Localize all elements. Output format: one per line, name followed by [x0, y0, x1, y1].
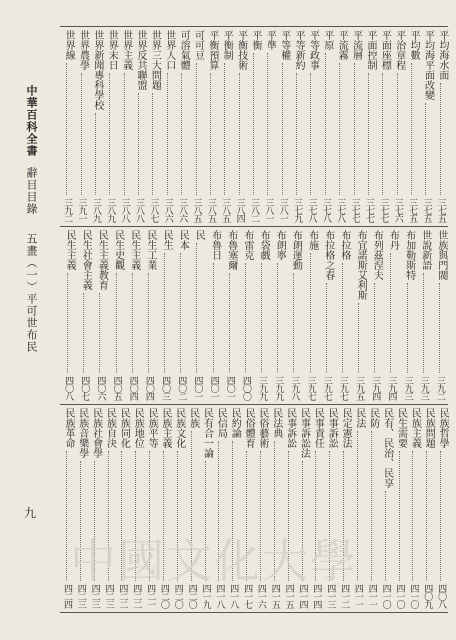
index-entry: [271, 230, 285, 400]
index-entry: [110, 230, 124, 400]
leader-dots: [368, 73, 370, 195]
entry-term: 民事訴訟: [326, 408, 338, 448]
index-entry: [132, 30, 146, 222]
entry-page: 三八八: [119, 198, 130, 222]
entry-page: 三九七: [321, 376, 332, 400]
entry-term: 民生史觀: [112, 230, 124, 270]
entry-page: 三七五: [407, 198, 418, 222]
entry-term: 民法: [353, 408, 365, 428]
index-entry: [419, 30, 433, 222]
leader-dots: [99, 293, 101, 373]
leader-dots: [152, 93, 154, 195]
index-band-2: [60, 230, 448, 400]
entry-term: 平流霧: [336, 30, 348, 60]
entry-page: 三九五: [354, 376, 365, 400]
leader-dots: [423, 273, 425, 373]
entry-page: 四一七: [242, 584, 253, 608]
leader-dots: [109, 73, 111, 195]
index-entry: [190, 230, 204, 400]
leader-dots: [390, 253, 392, 373]
leader-dots: [440, 451, 442, 581]
index-entry: [61, 230, 75, 400]
entry-term: 布丹: [387, 230, 399, 250]
entry-term: 布雷克: [241, 230, 253, 260]
entry-page: 四〇八: [63, 376, 74, 400]
leader-dots: [371, 431, 373, 581]
entry-term: 世界新聞專科學校: [91, 30, 103, 110]
entry-page: 三七六: [392, 198, 403, 222]
entry-page: 四〇八: [436, 584, 447, 608]
entry-page: 三八八: [134, 198, 145, 222]
index-entry: [376, 30, 390, 222]
leader-dots: [440, 83, 442, 195]
entry-term: 民生主義: [128, 230, 140, 270]
leader-dots: [210, 73, 212, 195]
entry-term: 民族主義: [409, 408, 421, 448]
entry-page: 四二〇: [186, 584, 197, 608]
entry-page: 四〇四: [127, 376, 138, 400]
entry-page: 三八二: [249, 198, 259, 222]
index-entry: [207, 230, 221, 400]
index-entry: [103, 30, 117, 222]
leader-dots: [293, 273, 295, 373]
entry-page: 四一五: [269, 584, 280, 608]
index-entry: [174, 230, 188, 400]
entry-term: 民法典: [270, 408, 282, 438]
entry-term: 民防: [367, 408, 379, 428]
entry-term: 世界末日: [106, 30, 118, 70]
entry-term: 可溶氣體: [178, 30, 190, 70]
entry-page: 三七五: [421, 198, 432, 222]
leader-dots: [397, 73, 399, 195]
index-entry: [384, 230, 398, 400]
entry-term: 民生工業: [144, 230, 156, 270]
leader-dots: [426, 451, 428, 581]
entry-term: 民族地位: [132, 408, 144, 448]
entry-term: 布拉格: [338, 230, 350, 260]
leader-dots: [399, 451, 401, 581]
entry-term: 民族社會學: [90, 408, 102, 458]
entry-page: 四二二: [117, 584, 128, 608]
entry-page: 三九九: [257, 376, 268, 400]
entry-term: 布拉格之春: [322, 230, 334, 280]
leader-dots: [325, 53, 327, 195]
index-entry: [146, 30, 160, 222]
entry-page: 四〇一: [208, 376, 219, 400]
entry-page: 三九四: [386, 376, 397, 400]
entry-term: 布施: [306, 230, 318, 250]
leader-dots: [282, 63, 284, 195]
leader-dots: [245, 263, 247, 373]
entry-term: 民族音樂學: [76, 408, 88, 458]
band-divider-1: [60, 226, 448, 227]
entry-term: 民俗藝術: [256, 408, 268, 448]
leader-dots: [148, 273, 150, 373]
entry-term: 平等權: [278, 30, 290, 60]
entry-term: 民族平等: [146, 408, 158, 448]
leader-dots: [180, 253, 182, 373]
entry-page: 三九九: [273, 376, 284, 400]
leader-dots: [167, 73, 169, 195]
entry-term: 平均數: [408, 30, 420, 60]
entry-page: 三七九: [292, 198, 303, 222]
index-entry: [434, 408, 448, 608]
entry-page: 四〇六: [95, 376, 106, 400]
leader-dots: [358, 303, 360, 373]
entry-page: 三九一: [76, 198, 87, 222]
index-entry: [401, 230, 415, 400]
entry-term: 民有、民治、民享: [381, 408, 393, 488]
leader-dots: [116, 273, 118, 373]
entry-page: 四〇〇: [240, 376, 251, 400]
index-entry: [77, 230, 91, 400]
entry-term: 平面控制: [364, 30, 376, 70]
index-entry: [255, 230, 269, 400]
entry-page: 四〇九: [422, 584, 433, 608]
entry-page: 四二四: [61, 584, 72, 608]
index-entry: [218, 30, 232, 222]
entry-term: 世界反共聯盟: [135, 30, 147, 90]
entry-term: 平流層: [350, 30, 362, 60]
book-title: 中華百科全書: [25, 85, 38, 157]
entry-term: 可可豆: [192, 30, 204, 60]
entry-term: 布朗運動: [290, 230, 302, 270]
index-entry: [304, 230, 318, 400]
entry-term: 平等新約: [293, 30, 305, 70]
entry-term: 布朗寧: [274, 230, 286, 260]
leader-dots: [67, 273, 69, 373]
entry-page: 四一〇: [408, 584, 419, 608]
index-entry: [304, 30, 318, 222]
entry-page: 四二〇: [158, 584, 169, 608]
leader-dots: [66, 63, 68, 195]
index-entry: [391, 30, 405, 222]
leader-dots: [132, 273, 134, 373]
entry-page: 三八五: [191, 198, 202, 222]
entry-page: 三七七: [363, 198, 374, 222]
entry-term: 世界主義: [120, 30, 132, 70]
leader-dots: [310, 253, 312, 373]
entry-page: 四〇四: [143, 376, 154, 400]
leader-dots: [213, 263, 215, 373]
entry-page: 三八一: [263, 198, 274, 222]
entry-page: 三九七: [305, 376, 316, 400]
entry-page: 四一八: [228, 584, 239, 608]
index-entry: [118, 30, 132, 222]
leader-dots: [181, 73, 183, 195]
index-entry: [362, 30, 376, 222]
leader-dots: [95, 113, 97, 195]
entry-term: 民: [193, 230, 205, 240]
entry-term: 布魯塞爾: [225, 230, 237, 270]
index-entry: [393, 408, 407, 608]
entry-page: 三七八: [320, 198, 331, 222]
entry-term: 平均海平面改變: [422, 30, 434, 100]
index-entry: [142, 230, 156, 400]
entry-term: 民族問題: [423, 408, 435, 448]
entry-term: 民族主義: [159, 408, 171, 448]
entry-term: 民族文化: [173, 408, 185, 448]
entry-term: 布袋戲: [258, 230, 270, 260]
entry-page: 四〇一: [192, 376, 203, 400]
entry-page: 三八七: [148, 198, 159, 222]
section-heading: 五畫（一）平可世布民: [25, 233, 38, 353]
leader-dots: [407, 283, 409, 373]
leader-dots: [277, 263, 279, 373]
entry-term: 平衡技術: [235, 30, 247, 70]
index-entry: [247, 30, 261, 222]
leader-dots: [229, 273, 231, 373]
leader-dots: [196, 63, 198, 195]
entry-term: 民族: [187, 408, 199, 428]
index-entry: [348, 30, 362, 222]
leader-dots: [439, 283, 441, 373]
entry-term: 布加勒斯特: [403, 230, 415, 280]
index-entry: [319, 30, 333, 222]
index-entry: [239, 230, 253, 400]
leader-dots: [164, 253, 166, 373]
leader-dots: [385, 491, 387, 581]
entry-term: 平均海水面: [436, 30, 448, 80]
entry-page: 三九七: [337, 376, 348, 400]
entry-page: 三七五: [435, 198, 446, 222]
leader-dots: [81, 73, 83, 195]
entry-term: 平原: [321, 30, 333, 50]
entry-term: 世界人口: [163, 30, 175, 70]
entry-page: 三七七: [378, 198, 389, 222]
leader-dots: [267, 53, 269, 195]
entry-page: 三七八: [335, 198, 346, 222]
entry-term: 布列茲涅夫: [371, 230, 383, 280]
entry-term: 民族革命: [62, 408, 74, 448]
entry-term: 平治章程: [393, 30, 405, 70]
entry-term: 民約論: [229, 408, 241, 438]
entry-term: 民生: [161, 230, 173, 250]
entry-term: 平衡預算: [206, 30, 218, 70]
leader-dots: [124, 73, 126, 195]
index-entry: [75, 30, 89, 222]
entry-page: 四〇三: [160, 376, 171, 400]
band-divider-2: [60, 404, 448, 405]
leader-dots: [66, 451, 68, 581]
index-entry: [287, 230, 301, 400]
entry-term: 平面座標: [379, 30, 391, 70]
index-entry: [333, 30, 347, 222]
entry-page: 三九二: [434, 376, 445, 400]
entry-term: 世界線: [63, 30, 75, 60]
entry-term: 民事責任: [312, 408, 324, 448]
index-entry: [161, 30, 175, 222]
entry-term: 布宜諾斯艾利斯: [355, 230, 367, 300]
index-entry: [89, 30, 103, 222]
entry-page: 四一四: [311, 584, 322, 608]
entry-term: 民事訴訟: [284, 408, 296, 448]
entry-page: 三八五: [205, 198, 216, 222]
entry-page: 四一二: [339, 584, 350, 608]
entry-page: 三八九: [105, 198, 116, 222]
index-entry: [190, 30, 204, 222]
entry-term: 民有合一論: [201, 408, 213, 458]
entry-term: 平等政事: [307, 30, 319, 70]
entry-page: 四一九: [200, 584, 211, 608]
leader-dots: [412, 451, 414, 581]
entry-term: 民信局: [215, 408, 227, 438]
index-subtitle: 辭目目錄: [25, 167, 38, 215]
entry-page: 四一四: [297, 584, 308, 608]
entry-page: 四二一: [145, 584, 156, 608]
leader-dots: [382, 73, 384, 195]
leader-dots: [326, 283, 328, 373]
entry-page: 三九八: [289, 376, 300, 400]
entry-page: 三八四: [234, 198, 245, 222]
index-entry: [379, 408, 393, 608]
entry-page: 四〇七: [79, 376, 90, 400]
entry-page: 四二〇: [172, 584, 183, 608]
sidebar-header: [20, 85, 42, 353]
entry-page: 四一八: [214, 584, 225, 608]
entry-page: 三八六: [177, 198, 188, 222]
entry-term: 民生需要: [395, 408, 407, 448]
entry-page: 四二三: [103, 584, 114, 608]
entry-page: 四一〇: [380, 584, 391, 608]
entry-term: 平準: [264, 30, 276, 50]
watermark: 中國文化大學: [70, 534, 358, 588]
leader-dots: [339, 63, 341, 195]
index-entry: [93, 230, 107, 400]
index-entry: [290, 30, 304, 222]
index-band-1: [60, 30, 448, 222]
entry-page: 四一一: [366, 584, 377, 608]
leader-dots: [138, 93, 140, 195]
entry-page: 四〇一: [224, 376, 235, 400]
index-entry: [223, 230, 237, 400]
entry-page: 三九四: [370, 376, 381, 400]
entry-term: 民族自決: [104, 408, 116, 448]
entry-term: 民生主義: [64, 230, 76, 270]
entry-page: 三九三: [402, 376, 413, 400]
index-entry: [158, 230, 172, 400]
index-entry: [406, 408, 420, 608]
index-entry: [352, 230, 366, 400]
entry-page: 四一一: [352, 584, 363, 608]
index-entry: [204, 30, 218, 222]
entry-page: 四二三: [89, 584, 100, 608]
index-entry: [368, 230, 382, 400]
entry-page: 四〇五: [111, 376, 122, 400]
entry-page: 四一五: [283, 584, 294, 608]
entry-term: 平衡: [250, 30, 261, 50]
entry-page: 四二三: [75, 584, 86, 608]
leader-dots: [342, 263, 344, 373]
index-entry: [433, 230, 447, 400]
index-entry: [365, 408, 379, 608]
leader-dots: [374, 283, 376, 373]
bottom-rule: [60, 612, 448, 613]
top-rule: [60, 26, 448, 27]
entry-page: 三九二: [62, 198, 73, 222]
entry-term: 民生社會主義: [80, 230, 92, 290]
index-entry: [261, 30, 275, 222]
entry-page: 三七七: [349, 198, 360, 222]
leader-dots: [354, 63, 356, 195]
entry-page: 四一〇: [394, 584, 405, 608]
index-entry: [175, 30, 189, 222]
entry-term: 民俗體育: [243, 408, 255, 448]
entry-term: 民定憲法: [340, 408, 352, 448]
entry-term: 民族哲學: [437, 408, 449, 448]
entry-term: 民生主義教育: [96, 230, 108, 290]
entry-page: 三八六: [162, 198, 173, 222]
leader-dots: [411, 63, 413, 195]
entry-term: 世說新語: [419, 230, 431, 270]
leader-dots: [425, 103, 427, 195]
entry-page: 四二二: [131, 584, 142, 608]
index-entry: [233, 30, 247, 222]
leader-dots: [83, 293, 85, 373]
entry-page: 三八一: [277, 198, 288, 222]
entry-page: 四一三: [325, 584, 336, 608]
entry-term: 世界三大問題: [149, 30, 161, 90]
entry-page: 四一六: [255, 584, 266, 608]
entry-term: 民族同化: [118, 408, 130, 448]
index-entry: [434, 30, 448, 222]
leader-dots: [224, 63, 226, 195]
entry-page: 三九三: [418, 376, 429, 400]
entry-term: 平衡制: [221, 30, 233, 60]
leader-dots: [239, 73, 241, 195]
entry-page: 三七八: [306, 198, 317, 222]
leader-dots: [253, 53, 255, 195]
leader-dots: [296, 73, 298, 195]
entry-page: 三八五: [220, 198, 231, 222]
entry-term: 民事訴訟法: [298, 408, 310, 458]
index-entry: [417, 230, 431, 400]
entry-page: 四〇二: [176, 376, 187, 400]
index-entry: [126, 230, 140, 400]
entry-page: 三八九: [90, 198, 101, 222]
entry-term: 世界農學: [77, 30, 89, 70]
index-entry: [420, 408, 434, 608]
leader-dots: [261, 263, 263, 373]
index-entry: [276, 30, 290, 222]
entry-term: 布魯日: [209, 230, 221, 260]
index-entry: [336, 230, 350, 400]
entry-term: 民本: [177, 230, 189, 250]
page-number: 九: [24, 506, 37, 520]
leader-dots: [310, 73, 312, 195]
entry-term: 世族與門閥: [435, 230, 447, 280]
index-entry: [60, 30, 74, 222]
leader-dots: [196, 243, 198, 373]
index-entry: [405, 30, 419, 222]
index-entry: [320, 230, 334, 400]
